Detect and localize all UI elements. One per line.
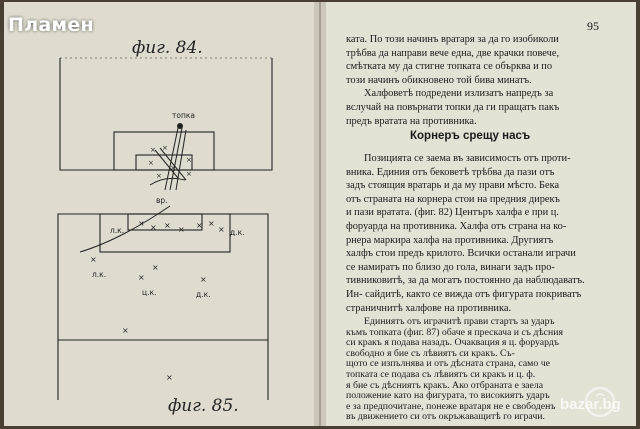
right-page-text-top bbox=[346, 33, 622, 128]
figure-84-caption: фиг. 84. bbox=[132, 38, 203, 58]
text-line: Халфоветѣ подредени излизатъ напредъ за bbox=[364, 88, 554, 100]
section-title: Корнеръ срещу насъ bbox=[410, 130, 531, 142]
watermark-site: bazar.bg bbox=[560, 396, 621, 413]
text-line: положение като на фигурата, то високиятъ ударъ bbox=[346, 391, 550, 402]
svg-text:×: × bbox=[196, 221, 203, 230]
center-label: ц.к. bbox=[142, 288, 157, 297]
ball-label: топка bbox=[172, 111, 195, 120]
text-line: топката се подава съ лѣвиятъ си кракъ и ц. ф. bbox=[346, 369, 536, 380]
text-line: Ин- сайдитѣ, както се вижда отъ фигурата покриватъ bbox=[346, 288, 582, 300]
svg-text:×: × bbox=[148, 159, 154, 167]
right-wing-label: д.к. bbox=[196, 290, 211, 299]
right-page-text-p1 bbox=[346, 152, 622, 315]
text-line: предъ вратата на противника. bbox=[346, 115, 477, 127]
svg-text:×: × bbox=[186, 170, 192, 178]
svg-text:×: × bbox=[138, 219, 145, 228]
text-line: я бие съ дѣсниятъ кракъ. Ако отбраната е заела bbox=[346, 380, 544, 391]
svg-text:×: × bbox=[208, 219, 215, 228]
box-left-corner-label: л.к. bbox=[110, 226, 125, 235]
text-line: Позицията се заема въ зависимость отъ проти- bbox=[364, 153, 571, 164]
text-line: отъ страната на корнера стои на предния дирекъ bbox=[346, 193, 560, 205]
text-line: трѣбва да направи вече една, две крачки повече, bbox=[346, 47, 560, 59]
svg-text:×: × bbox=[186, 156, 192, 164]
text-line: този начинъ обикновено той бива минатъ. bbox=[346, 74, 532, 86]
text-line: халфъ стои предъ крилото. Всички останали играчи bbox=[346, 248, 576, 260]
text-line: вслучай на повърнати топки да ги пращатъ пакъ bbox=[346, 101, 560, 113]
text-line: е за предпочитане, понеже вратаря не е свободенъ bbox=[346, 401, 556, 412]
svg-text:×: × bbox=[170, 164, 176, 172]
svg-text:×: × bbox=[218, 225, 225, 234]
box-right-corner-label: д.к. bbox=[230, 228, 245, 237]
text-line: ката. По този начинъ вратаря за да го изобиколи bbox=[346, 34, 559, 45]
text-line: рнера маркира халфа на противника. Другиятъ bbox=[346, 234, 554, 246]
text-line: свободно я бие съ лѣвиятъ си кракъ. Съ- bbox=[346, 348, 515, 359]
svg-text:×: × bbox=[150, 223, 157, 232]
text-line: и пази вратата. (фиг. 82) Центъръ халфа е при ц. bbox=[346, 207, 559, 219]
watermark-brand: Пламен bbox=[8, 14, 94, 36]
text-line: страничнитѣ халфове на противника. bbox=[346, 302, 512, 314]
text-line: Единиятъ отъ играчитѣ прави стартъ за ударъ bbox=[364, 317, 555, 327]
svg-text:×: × bbox=[152, 263, 159, 272]
svg-text:×: × bbox=[122, 326, 129, 335]
text-line: тивниковитѣ, за да могатъ постоянно да наблюдаватъ. bbox=[346, 275, 585, 287]
text-line: си кракъ я подава назадъ. Очаквация я ц. форуардъ bbox=[346, 338, 559, 349]
text-line: се намиратъ по близо до гола, винаги задъ про- bbox=[346, 261, 555, 273]
text-line: щото се изпълнява и отъ дѣсната страна, само че bbox=[346, 359, 551, 370]
text-line: задъ стоящия вратарь и да му прави мѣсто. Бека bbox=[346, 180, 560, 192]
left-wing-label: л.к. bbox=[92, 270, 107, 279]
svg-text:×: × bbox=[156, 172, 162, 180]
svg-text:×: × bbox=[90, 255, 97, 264]
figure-85-caption: фиг. 85. bbox=[168, 396, 239, 416]
ball-marker bbox=[177, 123, 183, 129]
goalkeeper-label: вр. bbox=[156, 196, 168, 205]
page-number: 95 bbox=[587, 19, 599, 33]
text-line: смѣтката му да стигне топката се обърква и по bbox=[346, 61, 553, 73]
svg-text:×: × bbox=[162, 144, 168, 152]
svg-text:×: × bbox=[138, 273, 145, 282]
text-line: вника. Единия отъ бековетѣ трѣбва да пази отъ bbox=[346, 166, 555, 178]
text-line: въ движението си отъ окръжаващитѣ го играчи. bbox=[346, 412, 545, 423]
text-line: къмъ топката (фиг. 87) обаче я прескача и съ дѣсния bbox=[346, 327, 564, 338]
text-line: форуарда на противника. Халфа отъ страна на ко- bbox=[346, 220, 567, 232]
svg-text:×: × bbox=[178, 225, 185, 234]
svg-text:×: × bbox=[164, 221, 171, 230]
svg-text:×: × bbox=[150, 146, 156, 154]
svg-text:×: × bbox=[166, 373, 173, 382]
svg-text:×: × bbox=[200, 275, 207, 284]
